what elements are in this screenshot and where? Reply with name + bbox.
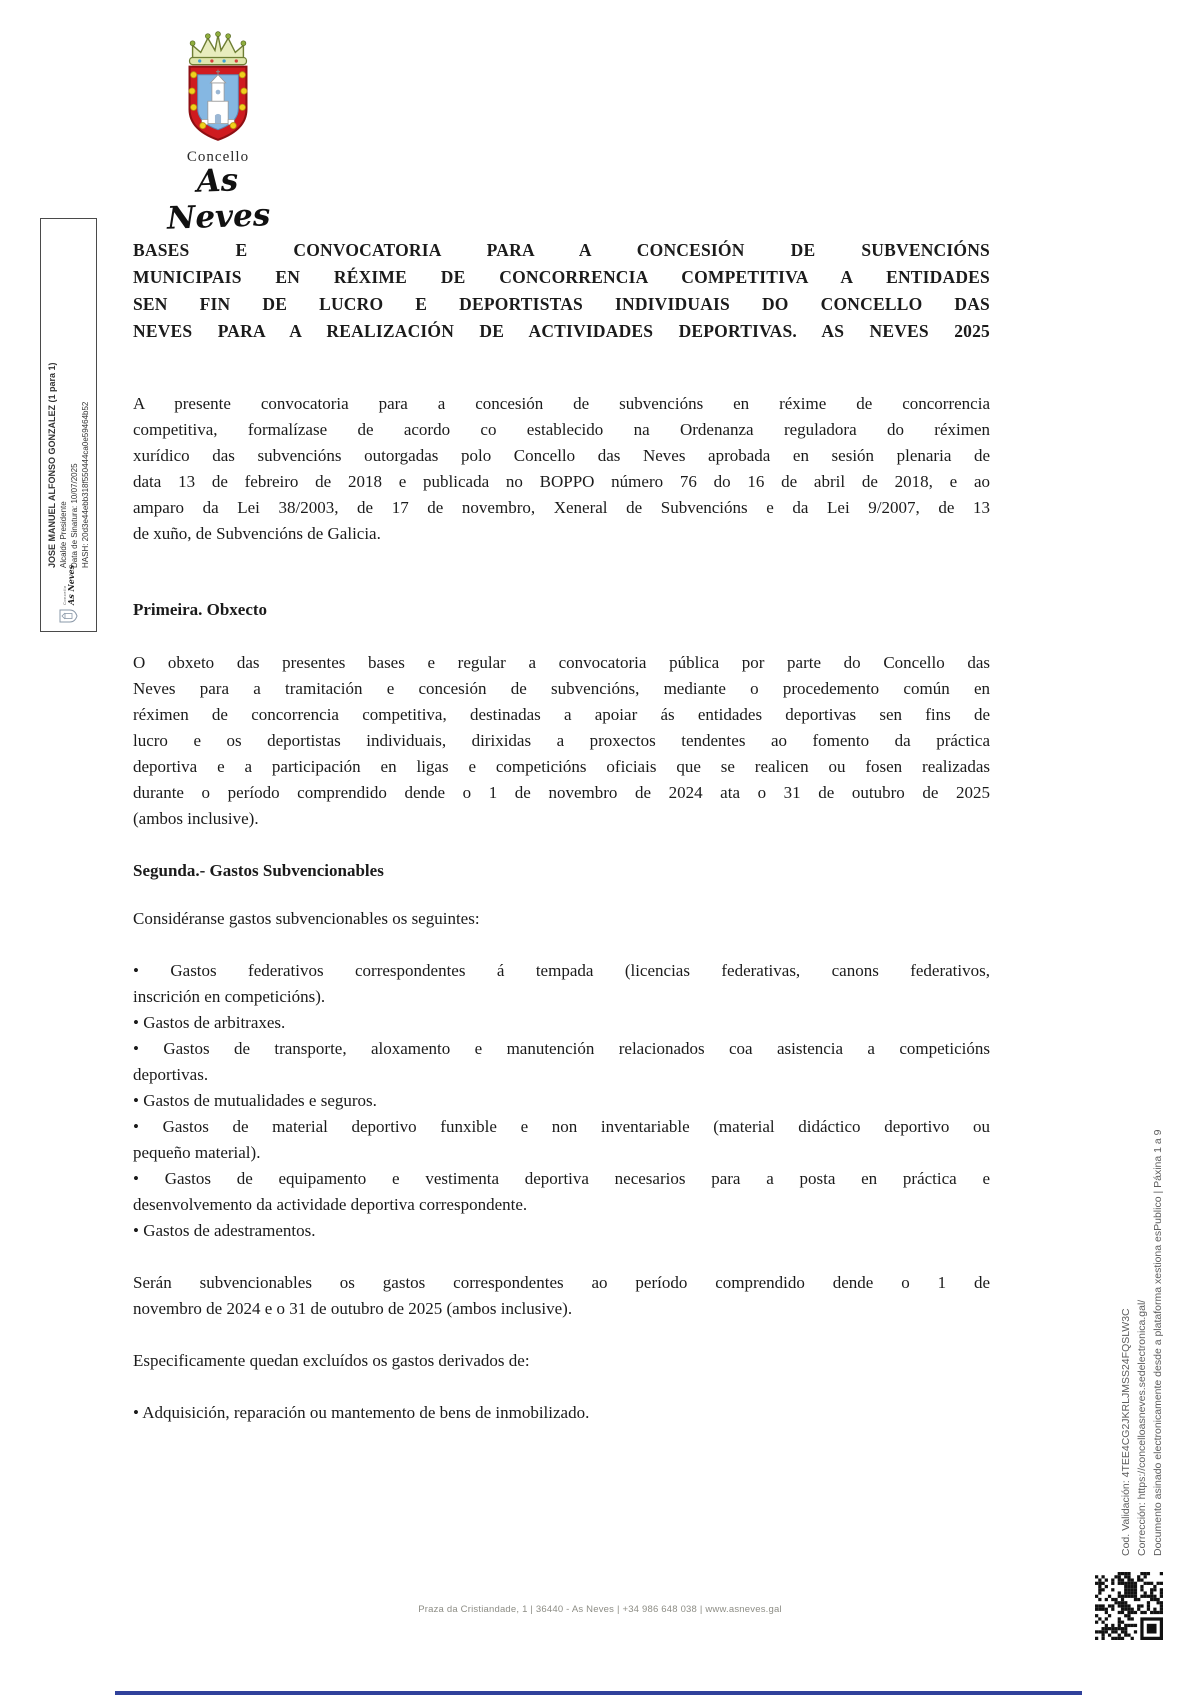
text-line: • Gastos de equipamento e vestimenta deportiva necesarios para a posta en práctica e	[133, 1169, 990, 1188]
section-heading-segunda: Segunda.- Gastos Subvencionables	[133, 861, 384, 880]
text-line: lucro e os deportistas individuais, dirixidas a proxectos tendentes ao fomento da práctica	[133, 731, 990, 750]
bullet-item	[133, 1088, 990, 1114]
text-line: Neves para a tramitación e concesión de subvencións, mediante o procedemento común en	[133, 679, 990, 698]
text-line: competitiva, formalízase de acordo co establecido na Ordenanza reguladora do réximen	[133, 420, 990, 439]
validation-platform-line: Documento asinado electronicamente desde a plataforma xestiona esPublico | Páxina 1 a 9	[1152, 1129, 1164, 1556]
text-line: amparo da Lei 38/2003, de 17 de novembro, Xeneral de Subvencións e da Lei 9/2007, de 13	[133, 498, 990, 517]
text-line: de xuño, de Subvencións de Galicia.	[133, 524, 381, 543]
mini-logo-municipality: Concello	[61, 585, 67, 605]
shield-icon	[189, 67, 247, 140]
text-line: BASES E CONVOCATORIA PARA A CONCESIÓN DE SUBVENCIÓNS	[133, 240, 990, 260]
text-line: MUNICIPAIS EN RÉXIME DE CONCORRENCIA COMPETITIVA A ENTIDADES	[133, 267, 990, 287]
bullet-item	[133, 1010, 990, 1036]
text-line: • Gastos de mutualidades e seguros.	[133, 1091, 377, 1110]
text-line: NEVES PARA A REALIZACIÓN DE ACTIVIDADES DEPORTIVAS. AS NEVES 2025	[133, 321, 990, 341]
bullet-item	[133, 1166, 990, 1218]
text-line: data 13 de febreiro de 2018 e publicada no BOPPO número 76 do 16 de abril de 2018, e ao	[133, 472, 990, 491]
header-logo	[142, 30, 294, 235]
text-line: réximen de concorrencia competitiva, destinadas a apoiar ás entidades deportivas sen fins de	[133, 705, 990, 724]
segunda-intro: Considéranse gastos subvencionables os seguintes:	[133, 909, 480, 928]
document-title	[133, 237, 990, 345]
text-line: novembro de 2024 e o 31 de outubro de 2025 (ambos inclusive).	[133, 1299, 573, 1318]
text-line: inscrición en competicións).	[133, 987, 326, 1006]
signature-stamp-text	[46, 238, 92, 568]
text-line: durante o período comprendido dende o 1 de novembro de 2024 ata o 31 de outubro de 2025	[133, 783, 990, 802]
crown-icon	[190, 32, 247, 65]
coat-of-arms-icon	[157, 30, 279, 148]
text-line: deportivas.	[133, 1065, 209, 1084]
bullet-item	[133, 1114, 990, 1166]
signature-signer: JOSE MANUEL ALFONSO GONZALEZ (1 para 1)	[47, 362, 57, 568]
footer-contact: Praza da Cristiandade, 1 | 36440 - As Neves | +34 986 648 038 | www.asneves.gal	[418, 1604, 782, 1615]
bullet-item	[133, 958, 990, 1010]
subsidizable-expenses-list	[133, 958, 990, 1244]
text-line: pequeño material).	[133, 1143, 261, 1162]
bullet-item	[133, 1218, 990, 1244]
intro-paragraph	[133, 391, 990, 547]
text-line: (ambos inclusive).	[133, 809, 259, 828]
text-line: SEN FIN DE LUCRO E DEPORTISTAS INDIVIDUAIS DO CONCELLO DAS	[133, 294, 990, 314]
bullet-item	[133, 1036, 990, 1088]
logo-municipality-label: Concello	[186, 149, 250, 165]
text-line: desenvolvemento da actividade deportiva correspondente.	[133, 1195, 528, 1214]
text-line: xurídico das subvencións outorgadas polo Concello das Neves aprobada en sesión plenaria de	[133, 446, 990, 465]
signature-role: Alcalde Presidente	[59, 501, 68, 568]
stamp-mini-logo	[48, 564, 88, 624]
text-line: • Gastos federativos correspondentes á tempada (licencias federativas, canons federativos,	[133, 961, 990, 980]
section-heading-primeira: Primeira. Obxecto	[133, 600, 268, 619]
validation-code-line: Cod. Validación: 4TEE4CG2JKRLJMSS24FQSLW3C	[1120, 1308, 1132, 1556]
text-line: O obxeto das presentes bases e regular a convocatoria pública por parte do Concello das	[133, 653, 990, 672]
mini-logo-name: As Neves	[65, 564, 76, 605]
excluded-item: • Adquisición, reparación ou mantemento de bens de inmobilizado.	[133, 1403, 590, 1422]
logo-name: As Neves	[166, 162, 271, 237]
bottom-accent-line	[115, 1691, 1082, 1695]
excluded-intro: Especificamente quedan excluídos os gastos derivados de:	[133, 1351, 530, 1370]
validation-sidebar-text	[1118, 974, 1170, 1556]
period-paragraph	[133, 1270, 990, 1322]
text-line: • Gastos de material deportivo funxible e non inventariable (material didáctico deportivo ou	[133, 1117, 990, 1136]
signature-date: Data de Sinatura: 10/07/2025	[70, 463, 79, 568]
text-line: • Gastos de adestramentos.	[133, 1221, 316, 1240]
document-body	[133, 237, 990, 1426]
text-line: • Gastos de arbitraxes.	[133, 1013, 286, 1032]
text-line: A presente convocatoria para a concesión de subvencións en réxime de concorrencia	[133, 394, 990, 413]
text-line: Serán subvencionables os gastos correspondentes ao período comprendido dende o 1 de	[133, 1273, 990, 1292]
text-line: • Gastos de transporte, aloxamento e manutención relacionados coa asistencia a competicións	[133, 1039, 990, 1058]
mini-shield-icon	[58, 608, 78, 624]
primeira-paragraph	[133, 650, 990, 832]
text-line: deportiva e a participación en ligas e competicións oficiais que se realicen ou fosen realizadas	[133, 757, 990, 776]
validation-url-line: Corrección: https://concelloasneves.sedelectronica.gal/	[1136, 1299, 1148, 1556]
signature-hash: HASH: 20d3e44ebb318f550444ca0e59464b52	[81, 401, 90, 568]
